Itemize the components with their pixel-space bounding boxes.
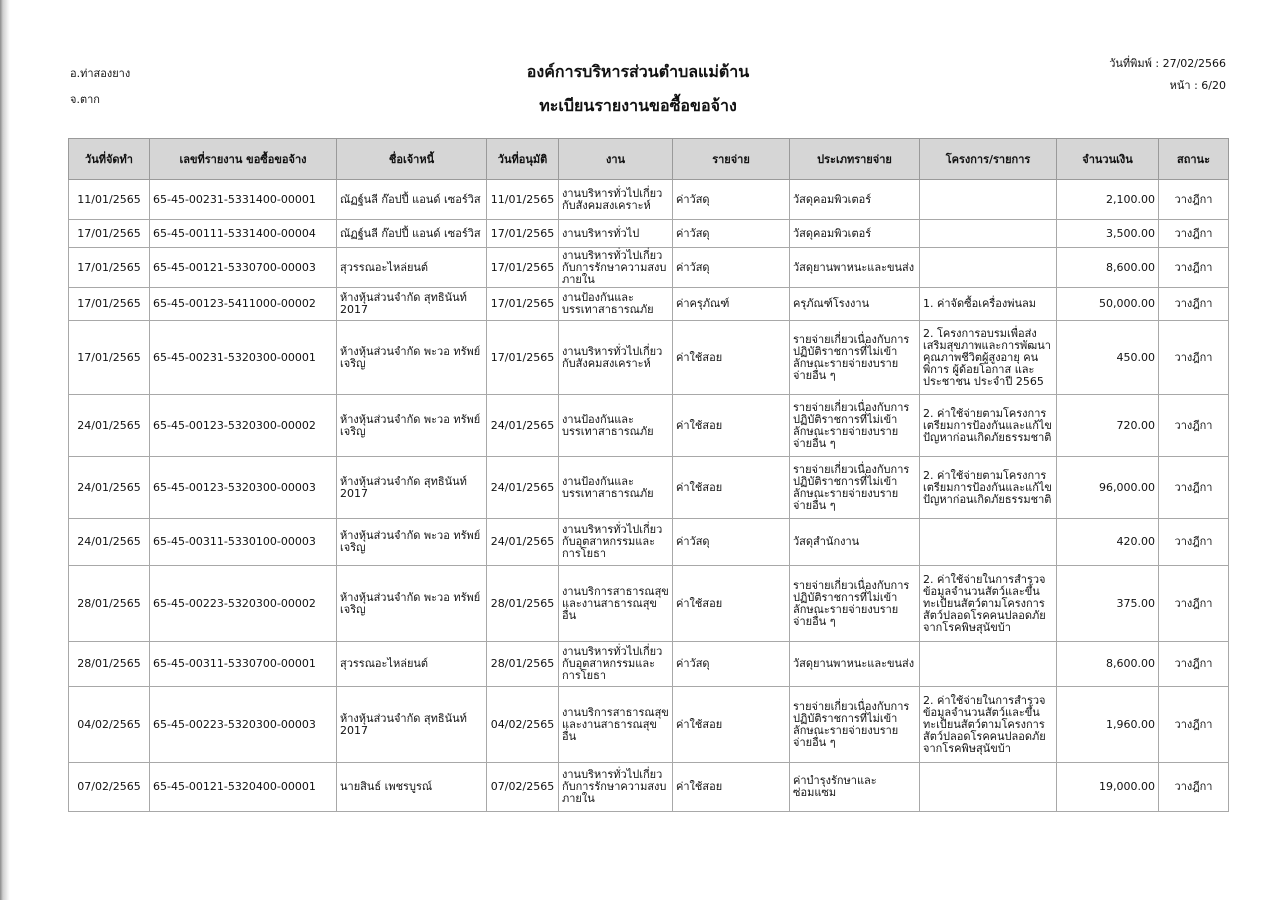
row-status: วางฎีกา xyxy=(1159,566,1229,642)
row-date: 24/01/2565 xyxy=(69,457,150,519)
row-amount: 8,600.00 xyxy=(1057,248,1159,288)
row-creditor: ห้างหุ้นส่วนจำกัด พะวอ ทรัพย์เจริญ xyxy=(337,519,487,566)
row-amount: 96,000.00 xyxy=(1057,457,1159,519)
row-work: งานบริหารทั่วไปเกี่ยวกับการรักษาความสงบภายใน xyxy=(559,763,673,812)
district-label: อ.ท่าสองยาง xyxy=(70,67,131,80)
row-status: วางฎีกา xyxy=(1159,180,1229,220)
row-amount: 420.00 xyxy=(1057,519,1159,566)
row-expense-type: วัสดุสำนักงาน xyxy=(790,519,920,566)
row-date: 28/01/2565 xyxy=(69,642,150,687)
row-status: วางฎีกา xyxy=(1159,763,1229,812)
row-expense: ค่าวัสดุ xyxy=(673,642,790,687)
table-row xyxy=(69,519,1229,566)
row-expense-type: วัสดุคอมพิวเตอร์ xyxy=(790,180,920,220)
row-report-no: 65-45-00223-5320300-00002 xyxy=(150,566,337,642)
row-project: 2. ค่าใช้จ่ายในการสำรวจข้อมูลจำนวนสัตว์และขึ้นทะเบียนสัตว์ตามโครงการสัตว์ปลอดโรคคนปลอดภัยจากโรคพิษสุนัขบ้า xyxy=(920,687,1057,763)
table-row xyxy=(69,763,1229,812)
row-project: 2. ค่าใช้จ่ายตามโครงการเตรียมการป้องกันและแก้ไขปัญหาก่อนเกิดภัยธรรมชาติ xyxy=(920,457,1057,519)
row-report-no: 65-45-00123-5320300-00003 xyxy=(150,457,337,519)
table-row xyxy=(69,457,1229,519)
row-expense-type: ครุภัณฑ์โรงงาน xyxy=(790,288,920,321)
col-header-creditor: ชื่อเจ้าหนี้ xyxy=(337,139,487,180)
row-project: 1. ค่าจัดซื้อเครื่องพ่นลม xyxy=(920,288,1057,321)
row-creditor: ห้างหุ้นส่วนจำกัด พะวอ ทรัพย์เจริญ xyxy=(337,395,487,457)
row-expense: ค่าครุภัณฑ์ xyxy=(673,288,790,321)
col-header-expense-type: ประเภทรายจ่าย xyxy=(790,139,920,180)
row-report-no: 65-45-00311-5330700-00001 xyxy=(150,642,337,687)
row-approve-date: 11/01/2565 xyxy=(487,180,559,220)
row-amount: 375.00 xyxy=(1057,566,1159,642)
row-creditor: ห้างหุ้นส่วนจำกัด พะวอ ทรัพย์เจริญ xyxy=(337,566,487,642)
table-row xyxy=(69,687,1229,763)
row-status: วางฎีกา xyxy=(1159,457,1229,519)
row-approve-date: 28/01/2565 xyxy=(487,566,559,642)
row-date: 17/01/2565 xyxy=(69,220,150,248)
register-table xyxy=(68,138,1229,812)
row-creditor: ห้างหุ้นส่วนจำกัด พะวอ ทรัพย์เจริญ xyxy=(337,321,487,395)
row-amount: 2,100.00 xyxy=(1057,180,1159,220)
col-header-date: วันที่จัดทำ xyxy=(69,139,150,180)
row-work: งานบริหารทั่วไปเกี่ยวกับอุตสาหกรรมและการโยธา xyxy=(559,519,673,566)
row-date: 07/02/2565 xyxy=(69,763,150,812)
row-status: วางฎีกา xyxy=(1159,642,1229,687)
row-work: งานบริหารทั่วไปเกี่ยวกับสังคมสงเคราะห์ xyxy=(559,180,673,220)
row-status: วางฎีกา xyxy=(1159,288,1229,321)
row-report-no: 65-45-00231-5331400-00001 xyxy=(150,180,337,220)
row-expense-type: รายจ่ายเกี่ยวเนื่องกับการปฏิบัติราชการที่ไม่เข้าลักษณะรายจ่ายงบรายจ่ายอื่น ๆ xyxy=(790,566,920,642)
table-row xyxy=(69,566,1229,642)
row-status: วางฎีกา xyxy=(1159,220,1229,248)
row-report-no: 65-45-00121-5320400-00001 xyxy=(150,763,337,812)
row-approve-date: 07/02/2565 xyxy=(487,763,559,812)
row-expense: ค่าใช้สอย xyxy=(673,763,790,812)
row-expense-type: วัสดุยานพาหนะและขนส่ง xyxy=(790,642,920,687)
row-expense-type: วัสดุยานพาหนะและขนส่ง xyxy=(790,248,920,288)
row-approve-date: 17/01/2565 xyxy=(487,248,559,288)
row-project xyxy=(920,519,1057,566)
row-creditor: ห้างหุ้นส่วนจำกัด สุทธินันท์ 2017 xyxy=(337,457,487,519)
row-work: งานป้องกันและบรรเทาสาธารณภัย xyxy=(559,288,673,321)
col-header-amount: จำนวนเงิน xyxy=(1057,139,1159,180)
row-date: 28/01/2565 xyxy=(69,566,150,642)
col-header-status: สถานะ xyxy=(1159,139,1229,180)
row-work: งานบริหารทั่วไปเกี่ยวกับอุตสาหกรรมและการโยธา xyxy=(559,642,673,687)
row-approve-date: 24/01/2565 xyxy=(487,395,559,457)
row-project xyxy=(920,642,1057,687)
organization-name: องค์การบริหารส่วนตำบลแม่ต้าน xyxy=(526,62,750,81)
row-report-no: 65-45-00223-5320300-00003 xyxy=(150,687,337,763)
col-header-project: โครงการ/รายการ xyxy=(920,139,1057,180)
row-creditor: ห้างหุ้นส่วนจำกัด สุทธินันท์ 2017 xyxy=(337,288,487,321)
table-row xyxy=(69,220,1229,248)
row-date: 11/01/2565 xyxy=(69,180,150,220)
row-expense: ค่าวัสดุ xyxy=(673,248,790,288)
row-work: งานบริการสาธารณสุขและงานสาธารณสุขอื่น xyxy=(559,687,673,763)
row-report-no: 65-45-00123-5411000-00002 xyxy=(150,288,337,321)
row-status: วางฎีกา xyxy=(1159,395,1229,457)
row-report-no: 65-45-00121-5330700-00003 xyxy=(150,248,337,288)
row-expense-type: ค่าบำรุงรักษาและซ่อมแซม xyxy=(790,763,920,812)
row-expense-type: วัสดุคอมพิวเตอร์ xyxy=(790,220,920,248)
row-work: งานป้องกันและบรรเทาสาธารณภัย xyxy=(559,457,673,519)
row-creditor: สุวรรณอะไหล่ยนต์ xyxy=(337,248,487,288)
row-report-no: 65-45-00111-5331400-00004 xyxy=(150,220,337,248)
table-row xyxy=(69,642,1229,687)
row-approve-date: 17/01/2565 xyxy=(487,288,559,321)
row-work: งานป้องกันและบรรเทาสาธารณภัย xyxy=(559,395,673,457)
col-header-expense: รายจ่าย xyxy=(673,139,790,180)
row-amount: 50,000.00 xyxy=(1057,288,1159,321)
row-date: 24/01/2565 xyxy=(69,395,150,457)
row-work: งานบริหารทั่วไปเกี่ยวกับการรักษาความสงบภายใน xyxy=(559,248,673,288)
row-date: 04/02/2565 xyxy=(69,687,150,763)
row-report-no: 65-45-00231-5320300-00001 xyxy=(150,321,337,395)
row-expense: ค่าใช้สอย xyxy=(673,395,790,457)
row-amount: 1,960.00 xyxy=(1057,687,1159,763)
row-expense: ค่าใช้สอย xyxy=(673,321,790,395)
row-date: 17/01/2565 xyxy=(69,248,150,288)
row-status: วางฎีกา xyxy=(1159,687,1229,763)
col-header-approve-date: วันที่อนุมัติ xyxy=(487,139,559,180)
row-work: งานบริการสาธารณสุขและงานสาธารณสุขอื่น xyxy=(559,566,673,642)
row-project xyxy=(920,763,1057,812)
row-amount: 450.00 xyxy=(1057,321,1159,395)
row-date: 17/01/2565 xyxy=(69,321,150,395)
row-amount: 19,000.00 xyxy=(1057,763,1159,812)
row-date: 24/01/2565 xyxy=(69,519,150,566)
row-approve-date: 28/01/2565 xyxy=(487,642,559,687)
row-status: วางฎีกา xyxy=(1159,519,1229,566)
row-project xyxy=(920,248,1057,288)
table-row xyxy=(69,248,1229,288)
row-expense: ค่าวัสดุ xyxy=(673,519,790,566)
page-number: หน้า : 6/20 xyxy=(1169,79,1226,92)
table-header-row xyxy=(69,139,1229,180)
row-status: วางฎีกา xyxy=(1159,248,1229,288)
table-row xyxy=(69,395,1229,457)
province-label: จ.ตาก xyxy=(70,93,100,106)
row-report-no: 65-45-00123-5320300-00002 xyxy=(150,395,337,457)
row-creditor: สุวรรณอะไหล่ยนต์ xyxy=(337,642,487,687)
row-project xyxy=(920,220,1057,248)
row-date: 17/01/2565 xyxy=(69,288,150,321)
row-amount: 720.00 xyxy=(1057,395,1159,457)
row-project xyxy=(920,180,1057,220)
row-expense-type: รายจ่ายเกี่ยวเนื่องกับการปฏิบัติราชการที่ไม่เข้าลักษณะรายจ่ายงบรายจ่ายอื่น ๆ xyxy=(790,687,920,763)
row-expense: ค่าใช้สอย xyxy=(673,457,790,519)
row-work: งานบริหารทั่วไป xyxy=(559,220,673,248)
row-expense: ค่าใช้สอย xyxy=(673,687,790,763)
row-expense: ค่าวัสดุ xyxy=(673,220,790,248)
row-approve-date: 04/02/2565 xyxy=(487,687,559,763)
row-work: งานบริหารทั่วไปเกี่ยวกับสังคมสงเคราะห์ xyxy=(559,321,673,395)
row-project: 2. ค่าใช้จ่ายในการสำรวจข้อมูลจำนวนสัตว์และขึ้นทะเบียนสัตว์ตามโครงการสัตว์ปลอดโรคคนปลอดภัยจากโรคพิษสุนัขบ้า xyxy=(920,566,1057,642)
row-expense-type: รายจ่ายเกี่ยวเนื่องกับการปฏิบัติราชการที่ไม่เข้าลักษณะรายจ่ายงบรายจ่ายอื่น ๆ xyxy=(790,457,920,519)
print-date: วันที่พิมพ์ : 27/02/2566 xyxy=(1109,57,1226,70)
row-status: วางฎีกา xyxy=(1159,321,1229,395)
row-amount: 3,500.00 xyxy=(1057,220,1159,248)
row-approve-date: 17/01/2565 xyxy=(487,220,559,248)
row-creditor: ห้างหุ้นส่วนจำกัด สุทธินันท์ 2017 xyxy=(337,687,487,763)
row-creditor: นายสินธ์ เพชรบูรณ์ xyxy=(337,763,487,812)
table-row xyxy=(69,288,1229,321)
row-amount: 8,600.00 xyxy=(1057,642,1159,687)
row-approve-date: 17/01/2565 xyxy=(487,321,559,395)
row-approve-date: 24/01/2565 xyxy=(487,457,559,519)
row-expense-type: รายจ่ายเกี่ยวเนื่องกับการปฏิบัติราชการที่ไม่เข้าลักษณะรายจ่ายงบรายจ่ายอื่น ๆ xyxy=(790,395,920,457)
scan-edge xyxy=(0,0,10,900)
row-report-no: 65-45-00311-5330100-00003 xyxy=(150,519,337,566)
table-row xyxy=(69,180,1229,220)
row-project: 2. โครงการอบรมเพื่อส่งเสริมสุขภาพและการพัฒนาคุณภาพชีวิตผู้สูงอายุ คนพิการ ผู้ด้อยโอกาส และประชาชน ประจำปี 2565 xyxy=(920,321,1057,395)
row-expense-type: รายจ่ายเกี่ยวเนื่องกับการปฏิบัติราชการที่ไม่เข้าลักษณะรายจ่ายงบรายจ่ายอื่น ๆ xyxy=(790,321,920,395)
row-creditor: ณัฏฐ์นลี ก๊อปปี้ แอนด์ เซอร์วิส xyxy=(337,180,487,220)
row-project: 2. ค่าใช้จ่ายตามโครงการเตรียมการป้องกันและแก้ไขปัญหาก่อนเกิดภัยธรรมชาติ xyxy=(920,395,1057,457)
table-row xyxy=(69,321,1229,395)
col-header-work: งาน xyxy=(559,139,673,180)
report-title: ทะเบียนรายงานขอซื้อขอจ้าง xyxy=(539,96,737,115)
col-header-report-no: เลขที่รายงาน ขอซื้อขอจ้าง xyxy=(150,139,337,180)
row-expense: ค่าวัสดุ xyxy=(673,180,790,220)
row-creditor: ณัฏฐ์นลี ก๊อปปี้ แอนด์ เซอร์วิส xyxy=(337,220,487,248)
row-expense: ค่าใช้สอย xyxy=(673,566,790,642)
row-approve-date: 24/01/2565 xyxy=(487,519,559,566)
